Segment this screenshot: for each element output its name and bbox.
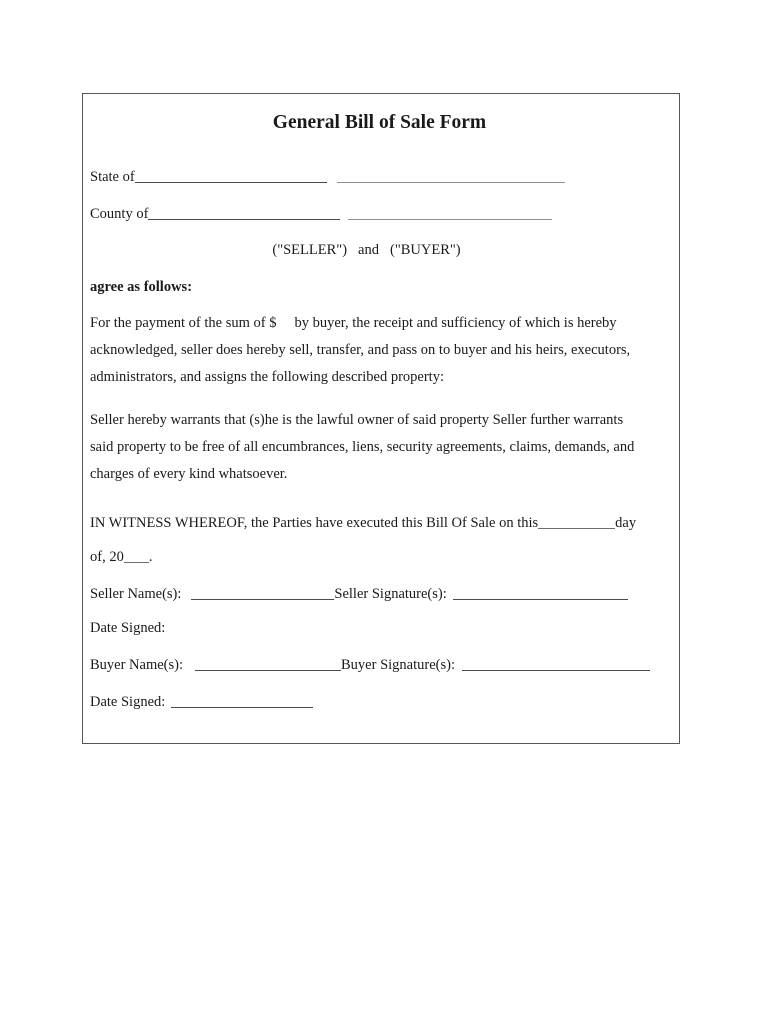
state-blank-2[interactable] — [337, 169, 565, 183]
witness-line-1 — [90, 506, 669, 540]
buyer-signature-row — [90, 655, 669, 675]
payment-line-3: administrators, and assigns the following described property: — [90, 369, 444, 385]
seller-date-row — [90, 618, 669, 638]
and-word: and — [358, 242, 379, 258]
year-blank[interactable] — [124, 549, 149, 563]
agree-heading: agree as follows: — [90, 279, 193, 295]
year-prefix: of, 20 — [90, 549, 124, 565]
seller-name-label: Seller Name(s): — [90, 586, 182, 602]
witness-line-2 — [90, 540, 669, 574]
bill-of-sale-form — [82, 93, 680, 744]
state-blank-1[interactable] — [135, 169, 327, 183]
warranty-line-3: charges of every kind whatsoever. — [90, 466, 288, 482]
parties-row — [90, 240, 669, 260]
buyer-signature-blank[interactable] — [462, 657, 650, 671]
buyer-tag: ("BUYER") — [389, 242, 461, 258]
county-blank-1[interactable] — [148, 206, 340, 220]
county-row — [90, 204, 669, 224]
buyer-signature-label: Buyer Signature(s): — [341, 657, 455, 673]
seller-name-blank[interactable] — [191, 586, 334, 600]
payment-line-1 — [90, 310, 669, 337]
amount-blank[interactable] — [276, 326, 294, 327]
witness-text-before-blank: IN WITNESS WHEREOF, the Parties have executed this Bill Of Sale on this — [90, 515, 539, 531]
day-blank[interactable] — [538, 515, 615, 529]
county-label: County of — [90, 206, 149, 222]
buyer-name-blank[interactable] — [195, 657, 341, 671]
witness-paragraph — [90, 506, 669, 574]
county-blank-2[interactable] — [348, 206, 552, 220]
seller-tag: ("SELLER") — [272, 242, 348, 258]
warranty-line-2: said property to be free of all encumbrances, liens, security agreements, claims, demands, and — [90, 439, 635, 455]
witness-text-after-blank: day — [615, 515, 637, 531]
buyer-name-label: Buyer Name(s): — [90, 657, 184, 673]
year-suffix: . — [148, 549, 153, 565]
payment-line1-before-amount: For the payment of the sum of $ — [90, 315, 277, 331]
state-label: State of — [90, 169, 135, 185]
seller-date-signed-label: Date Signed: — [90, 620, 166, 636]
buyer-date-signed-label: Date Signed: — [90, 694, 166, 710]
seller-signature-blank[interactable] — [453, 586, 628, 600]
warranty-line-1: Seller hereby warrants that (s)he is the lawful owner of said property Seller further warrants — [90, 412, 624, 428]
payment-line-2: acknowledged, seller does hereby sell, transfer, and pass on to buyer and his heirs, executors, — [90, 342, 631, 358]
seller-signature-row — [90, 584, 669, 604]
payment-line1-after-amount: by buyer, the receipt and sufficiency of which is hereby — [294, 315, 617, 331]
payment-paragraph — [90, 310, 669, 391]
buyer-date-signed-blank[interactable] — [171, 694, 313, 708]
form-title: General Bill of Sale Form — [272, 112, 487, 133]
seller-signature-label: Seller Signature(s): — [334, 586, 447, 602]
warranty-paragraph — [90, 407, 669, 488]
buyer-date-row — [90, 692, 669, 712]
state-row — [90, 167, 669, 187]
